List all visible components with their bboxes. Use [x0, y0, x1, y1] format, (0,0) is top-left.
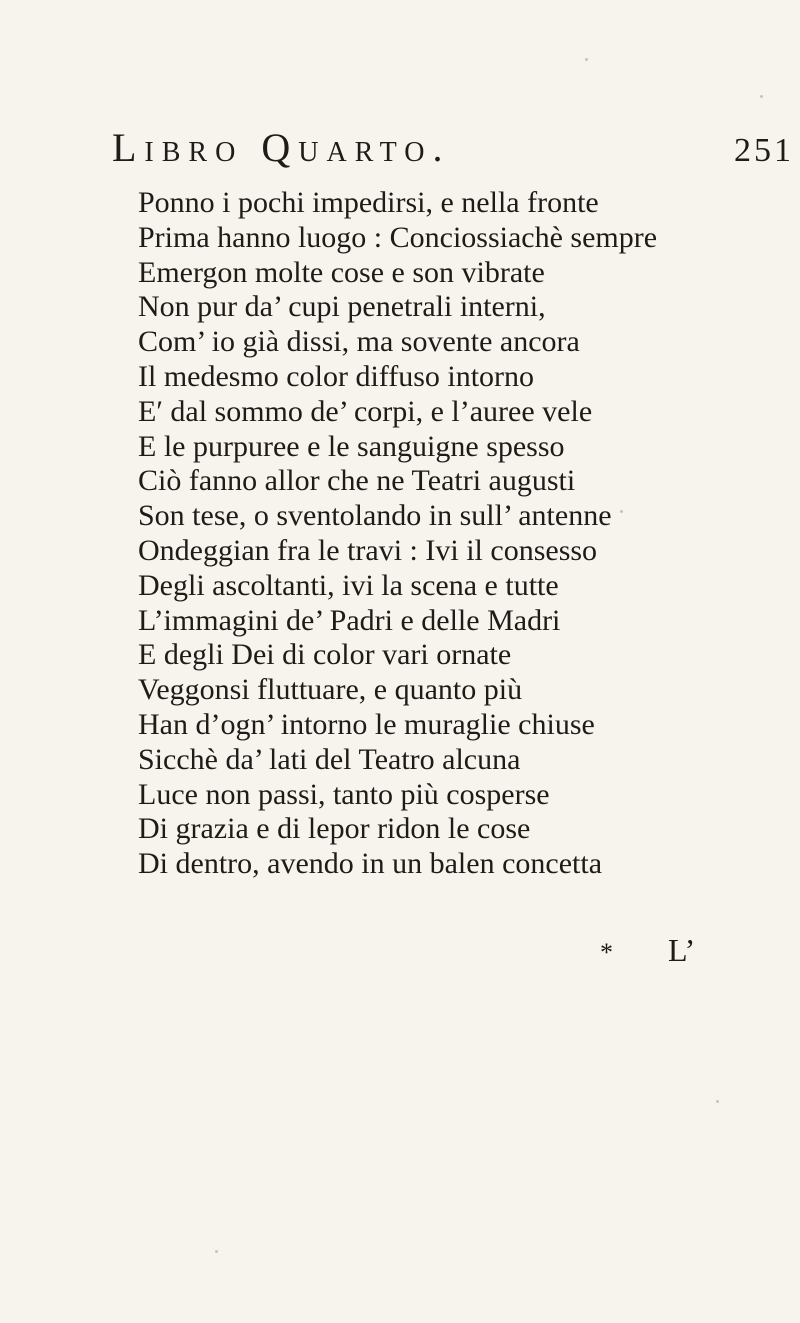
paper-speck	[716, 1100, 719, 1103]
running-title: Libro Quarto.	[112, 125, 451, 170]
verse-block	[138, 186, 793, 882]
verse-line: Non pur da’ cupi penetrali interni,	[138, 290, 546, 324]
verse-line: Com’ io già dissi, ma sovente ancora	[138, 325, 580, 359]
verse-line: Veggonsi fluttuare, e quanto più	[138, 673, 523, 707]
verse-line: Sicchè da’ lati del Teatro alcuna	[138, 742, 521, 776]
signature-mark: *	[600, 938, 613, 967]
paper-speck	[620, 510, 623, 513]
verse-line: Ponno i pochi impedirsi, e nella fronte	[138, 186, 599, 219]
catchword: L’	[668, 932, 696, 968]
verse-line: Il medesmo color diffuso intorno	[138, 359, 535, 393]
verse-line: Ciò fanno allor che ne Teatri augusti	[138, 464, 576, 498]
verse-line: Degli ascoltanti, ivi la scena e tutte	[138, 568, 559, 602]
verse-line: Han d’ogn’ intorno le muraglie chiuse	[138, 707, 595, 741]
paper-speck	[760, 95, 763, 98]
verse-line: Luce non passi, tanto più cosperse	[138, 777, 550, 811]
verse-line: E′ dal sommo de’ corpi, e l’auree vele	[138, 394, 593, 428]
verse-line: L’immagini de’ Padri e delle Madri	[138, 603, 561, 637]
verse-line: E le purpuree e le sanguigne spesso	[138, 429, 565, 463]
verse-line: Emergon molte cose e son vibrate	[138, 255, 545, 289]
verse-line: E degli Dei di color vari ornate	[138, 638, 512, 672]
verse-line: Ondeggian fra le travi : Ivi il consesso	[138, 533, 598, 567]
paper-speck	[585, 58, 588, 61]
paper-speck	[215, 1250, 218, 1253]
verse-line: Di grazia e di lepor ridon le cose	[138, 812, 531, 846]
catchline	[600, 932, 800, 978]
page-number: 251	[734, 132, 794, 169]
verse-line: Son tese, o sventolando in sull’ antenne	[138, 499, 612, 533]
verse-line: Di dentro, avendo in un balen concetta	[138, 847, 603, 881]
running-head	[112, 124, 800, 174]
verse-line: Prima hanno luogo : Conciossiachè sempre	[138, 220, 658, 254]
